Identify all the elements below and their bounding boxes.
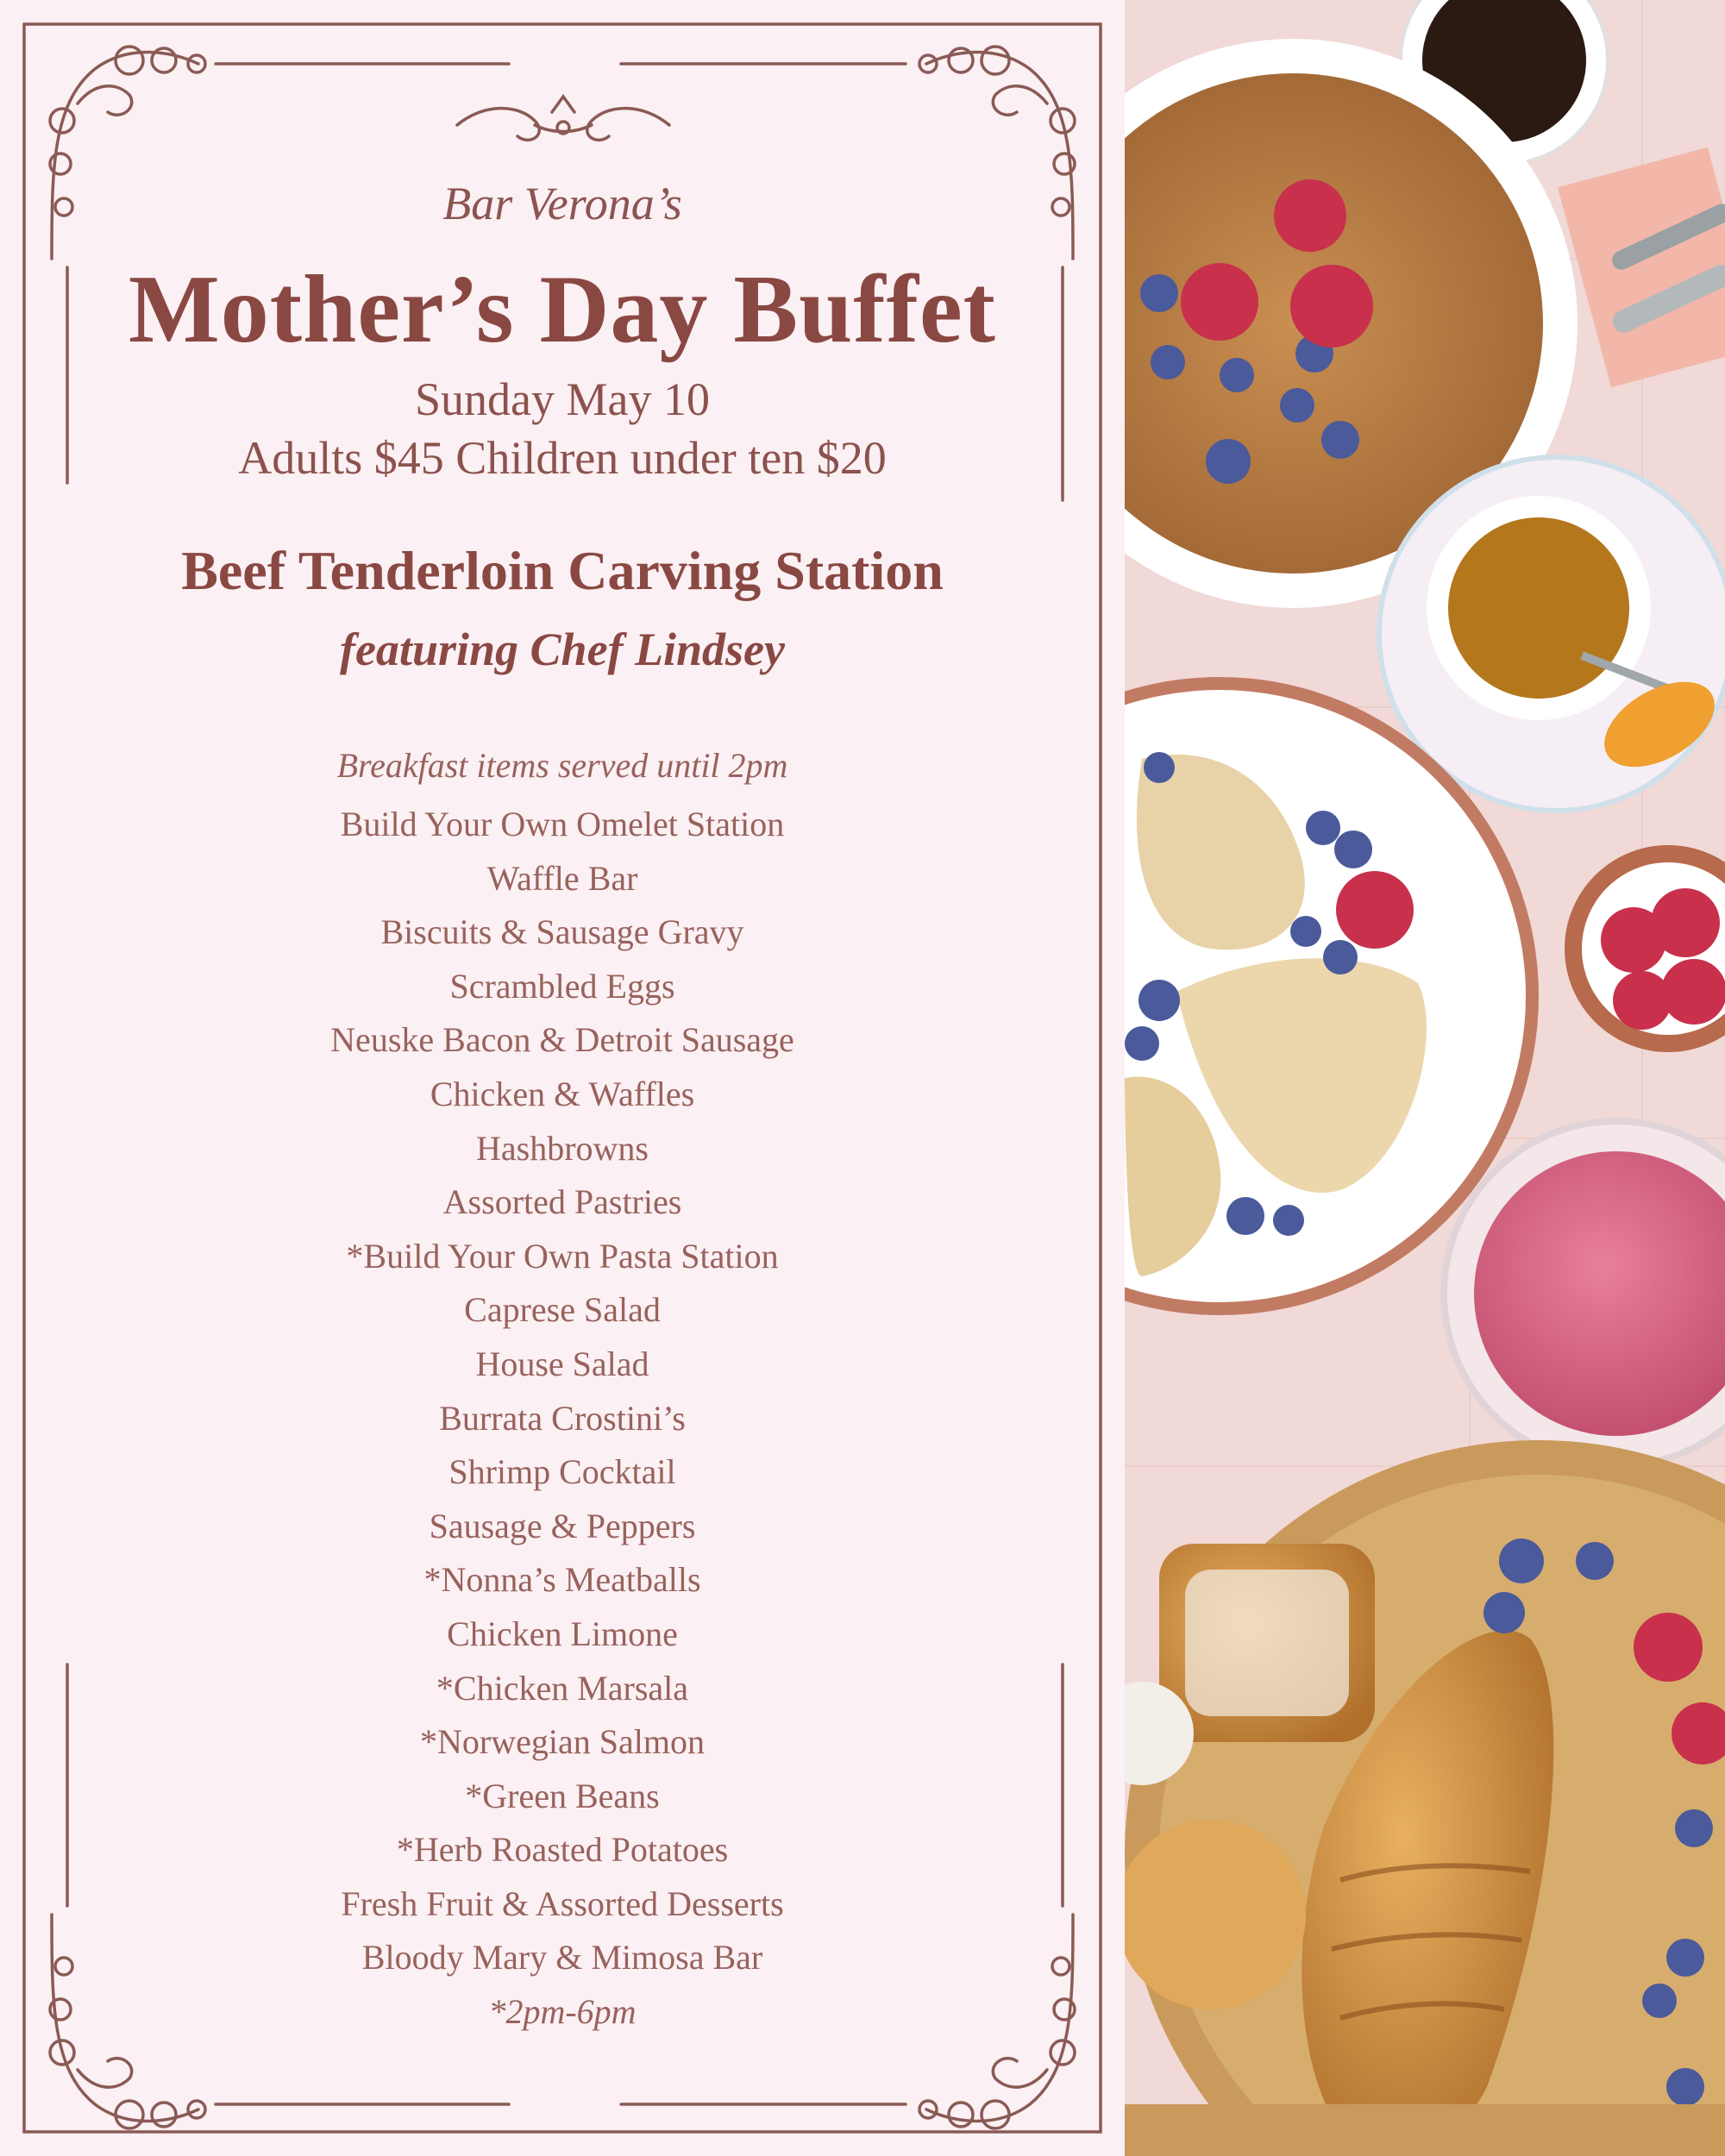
menu-item: Shrimp Cocktail: [448, 1452, 676, 1492]
menu-item: Build Your Own Omelet Station: [340, 805, 785, 843]
menu-item: Chicken Limone: [447, 1614, 678, 1653]
menu-item: Bloody Mary & Mimosa Bar: [361, 1938, 763, 1977]
menu-item: *Chicken Marsala: [436, 1668, 689, 1708]
menu-item-list: [0, 798, 1125, 2040]
breakfast-spread-illustration: [1125, 0, 1725, 2156]
menu-item: *Herb Roasted Potatoes: [396, 1830, 729, 1870]
event-date: Sunday May 10: [415, 373, 710, 425]
menu-item: Waffle Bar: [486, 858, 638, 898]
menu-item: Chicken & Waffles: [430, 1074, 695, 1113]
breakfast-note: Breakfast items served until 2pm: [336, 746, 788, 785]
menu-item: *Green Beans: [465, 1776, 660, 1815]
menu-item: Biscuits & Sausage Gravy: [380, 912, 744, 952]
menu-item: *Norwegian Salmon: [420, 1722, 705, 1762]
menu-item: Caprese Salad: [464, 1290, 661, 1330]
menu-item: *Nonna’s Meatballs: [423, 1560, 701, 1600]
food-photo: [1125, 0, 1725, 2156]
page-title: Mother’s Day Buffet: [129, 256, 996, 363]
menu-item: Scrambled Eggs: [449, 966, 675, 1006]
menu-item: House Salad: [475, 1344, 649, 1383]
menu-item: Fresh Fruit & Assorted Desserts: [341, 1883, 784, 1923]
menu-item: *Build Your Own Pasta Station: [346, 1236, 779, 1275]
carving-station-heading: Beef Tenderloin Carving Station: [181, 540, 944, 601]
menu-item: Burrata Crostini’s: [439, 1398, 686, 1438]
menu-item: Hashbrowns: [476, 1128, 649, 1168]
menu-item: Sausage & Peppers: [429, 1506, 696, 1545]
chef-subtitle: featuring Chef Lindsey: [339, 624, 785, 675]
menu-item: Assorted Pastries: [442, 1182, 682, 1222]
footnote: *2pm-6pm: [488, 1992, 637, 2032]
price-line: Adults $45 Children under ten $20: [238, 432, 887, 484]
menu-item: Neuske Bacon & Detroit Sausage: [330, 1020, 794, 1060]
venue-name: Bar Verona’s: [442, 178, 682, 229]
